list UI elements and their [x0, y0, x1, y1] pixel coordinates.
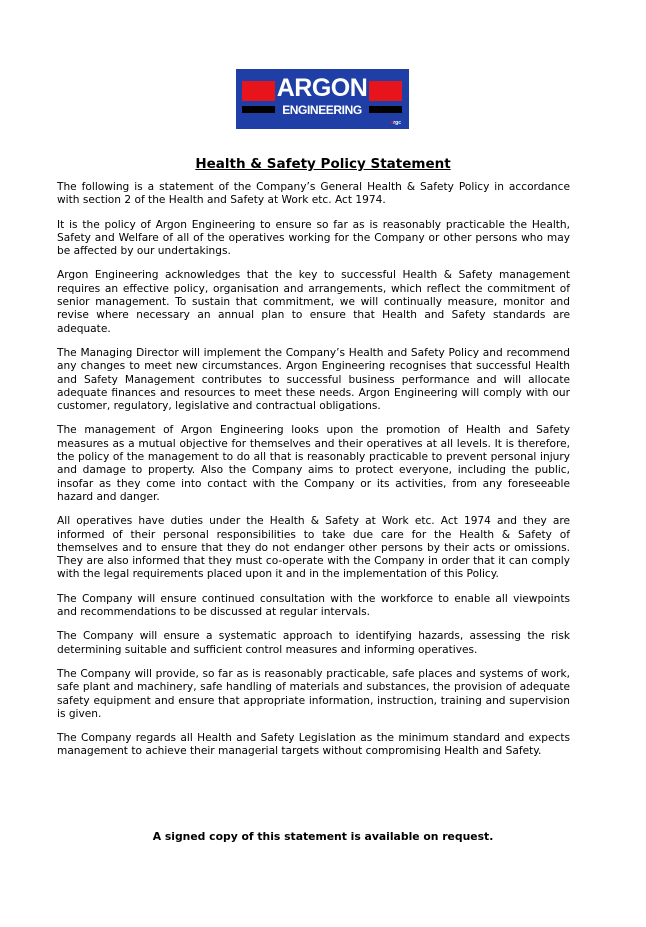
logo-wordmark-argon: ARGON: [276, 74, 368, 102]
logo-wordmark-engineering: ENGINEERING: [282, 103, 362, 117]
logo-black-bar-left: [242, 106, 275, 113]
logo-black-bar-right: [369, 106, 402, 113]
paragraph: The following is a statement of the Company’s General Health & Safety Policy in accordance with section 2 of the Health and Safety at Work etc. Act 1974.: [57, 181, 570, 207]
paragraph: It is the policy of Argon Engineering to ensure so far as is reasonably practicable the Health, Safety and Welfare of all of the operatives working for the Company or other persons who may be affected by our undertakings.: [57, 218, 570, 258]
logo-red-block-right: [369, 81, 402, 101]
paragraph: The Company will ensure continued consultation with the workforce to enable all viewpoints and recommendations to be discussed at regular intervals.: [57, 592, 570, 619]
paragraph: The management of Argon Engineering looks upon the promotion of Health and Safety measures as a mutual objective for themselves and their operatives at all levels. It is therefore, the policy of the management to do all that is reasonably practicable to prevent personal injury and damage to property. Also the Company aims to protect everyone, including the public, insofar as they come into contact with the Company or its activities, from any foreseeable hazard and danger.: [57, 424, 570, 503]
policy-body: [57, 181, 570, 770]
company-logo: [236, 69, 409, 129]
paragraph: The Company will provide, so far as is reasonably practicable, safe places and systems of work, safe plant and machinery, safe handling of materials and substances, the provision of adequate safety equipment and ensure that appropriate information, instruction, training and supervision is given.: [57, 667, 570, 720]
paragraph: The Company will ensure a systematic approach to identifying hazards, assessing the risk determining suitable and sufficient control measures and informing operatives.: [57, 630, 570, 656]
paragraph: All operatives have duties under the Health & Safety at Work etc. Act 1974 and they are informed of their personal responsibilities to take due care for the Health & Safety of themselves and to ensure that they do not endanger other persons by their acts or omissions. They are also informed that they must co-operate with the Company in order that it can comply with the legal requirements placed upon it and in the implementation of this Policy.: [57, 515, 570, 581]
paragraph: The Company regards all Health and Safety Legislation as the minimum standard and expects management to achieve their managerial targets without compromising Health and Safety.: [57, 732, 570, 758]
logo-red-block-left: [242, 81, 275, 101]
paragraph: Argon Engineering acknowledges that the key to successful Health & Safety management requires an effective policy, organisation and arrangements, which reflect the commitment of senior management. To sustain that commitment, we will continually measure, monitor and revise where necessary an annual plan to ensure that Health and Safety standards are adequate.: [57, 269, 570, 335]
signed-copy-note: A signed copy of this statement is available on request.: [152, 830, 494, 843]
page-title: Health & Safety Policy Statement: [195, 156, 451, 172]
paragraph: The Managing Director will implement the Company’s Health and Safety Policy and recommend any changes to meet new circumstances. Argon Engineering recognises that successful Health and Safety Management contributes to successful business performance and will allocate adequate finances and resources to meet these needs. Argon Engineering will comply with our customer, regulatory, legislative and contractual obligations.: [57, 346, 570, 413]
logo-small-mark: argc: [390, 120, 401, 126]
